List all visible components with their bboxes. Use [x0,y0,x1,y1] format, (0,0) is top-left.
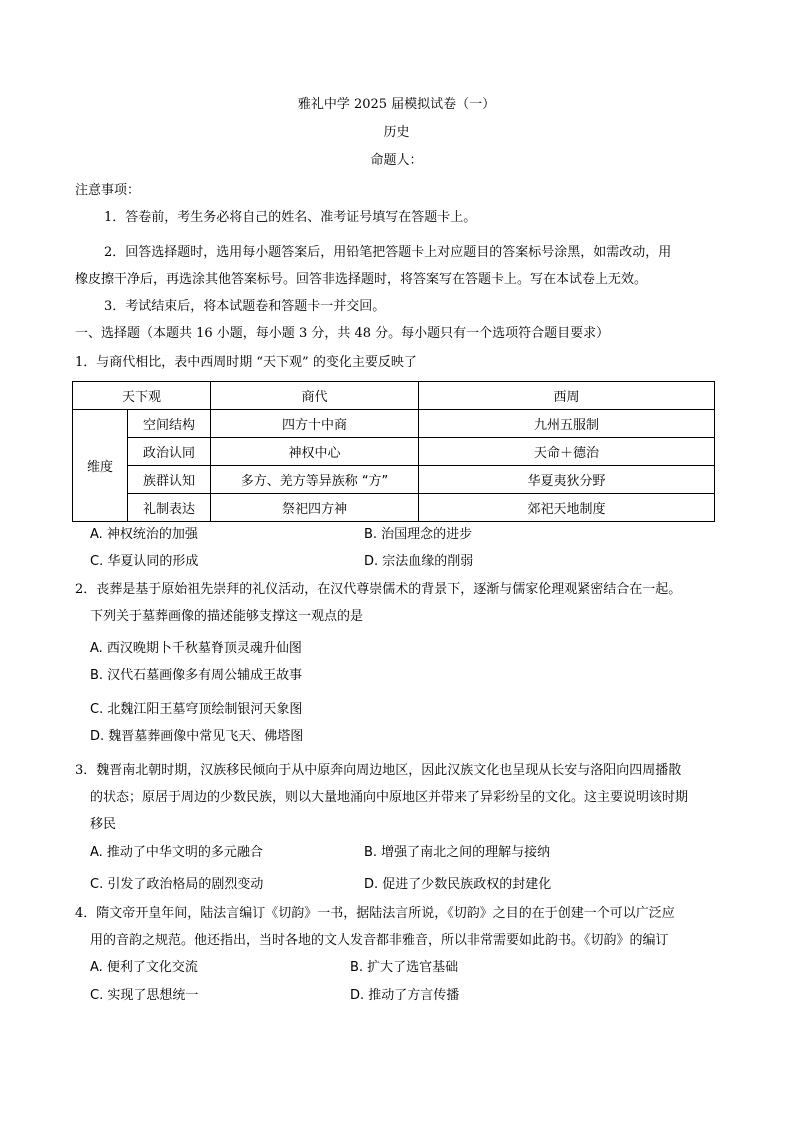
q2-option-b: B. 汉代石墓画像多有周公辅成王故事 [90,668,303,683]
section-heading: 一、选择题（本题共 16 小题，每小题 3 分，共 48 分。每小题只有一个选项符合题目要求） [75,326,610,341]
q4-option-a: A. 便利了文化交流 [90,960,198,975]
table-cell: 神权中心 [211,438,419,466]
table-cell: 祭祀四方神 [211,494,419,522]
note-item-3: 3．考试结束后，将本试题卷和答题卡一并交回。 [104,299,386,314]
table-header-cell: 西周 [419,382,715,410]
q2-option-a: A. 西汉晚期卜千秋墓脊顶灵魂升仙图 [90,641,302,656]
notes-heading: 注意事项： [75,183,141,198]
q3-option-d: D. 促进了少数民族政权的封建化 [364,877,552,892]
table-cell: 族群认知 [128,466,211,494]
q3-option-a: A. 推动了中华文明的多元融合 [90,845,263,860]
table-row [73,438,715,466]
table-row [73,466,715,494]
table-group-cell: 维度 [73,410,128,522]
q3-stem-line-1: 3．魏晋南北朝时期，汉族移民倾向于从中原奔向周边地区，因此汉族文化也呈现从长安与洛阳向四周播散 [75,763,682,778]
table-header-cell: 天下观 [73,382,211,410]
table-cell: 天命＋德治 [419,438,715,466]
q1-stem: 1．与商代相比，表中西周时期 “天下观” 的变化主要反映了 [75,355,417,370]
table-cell: 多方、羌方等异族称 “方” [211,466,419,494]
q1-option-c: C. 华夏认同的形成 [90,554,199,569]
q4-option-b: B. 扩大了选官基础 [350,960,459,975]
exam-title: 雅礼中学 2025 届模拟试卷（一） [297,97,496,112]
q1-table [72,381,715,522]
q1-option-d: D. 宗法血缘的削弱 [364,554,474,569]
q3-stem-line-3: 移民 [90,817,117,832]
q2-option-d: D. 魏晋墓葬画像中常见飞天、佛塔图 [90,729,304,744]
q4-stem-line-2: 用的音韵之规范。他还指出，当时各地的文人发音都非雅音，所以非常需要如此韵书。《切韵》的编订 [90,933,669,948]
note-item-2: 2．回答选择题时，选用每小题答案后，用铅笔把答题卡上对应题目的答案标号涂黑，如需改动，用 [104,245,672,260]
table-row [73,410,715,438]
author-label: 命题人： [370,153,423,168]
table-cell: 礼制表达 [128,494,211,522]
q4-option-c: C. 实现了思想统一 [90,988,199,1003]
q3-stem-line-2: 的状态；原居于周边的少数民族，则以大量地涌向中原地区并带来了异彩纷呈的文化。这主要说明该时期 [90,790,689,805]
table-cell: 四方十中商 [211,410,419,438]
note-item-1: 1．答卷前，考生务必将自己的姓名、准考证号填写在答题卡上。 [104,210,477,225]
q2-stem-line-2: 下列关于墓葬画像的描述能够支撑这一观点的是 [90,609,364,624]
q3-option-c: C. 引发了政治格局的剧烈变动 [90,877,264,892]
q3-option-b: B. 增强了南北之间的理解与接纳 [364,845,551,860]
subject-label: 历史 [383,125,410,140]
table-cell: 九州五服制 [419,410,715,438]
table-cell: 郊祀天地制度 [419,494,715,522]
note-item-2-cont: 橡皮擦干净后，再选涂其他答案标号。回答非选择题时，将答案写在答题卡上。写在本试卷上无效。 [75,272,648,287]
table-header-row [73,382,715,410]
q4-stem-line-1: 4．隋文帝开皇年间，陆法言编订《切韵》一书，据陆法言所说，《切韵》之目的在于创建一个可以广泛应 [75,906,675,921]
table-cell: 政治认同 [128,438,211,466]
table-row [73,494,715,522]
table-cell: 空间结构 [128,410,211,438]
table-header-cell: 商代 [211,382,419,410]
q1-option-a: A. 神权统治的加强 [90,527,198,542]
q2-stem-line-1: 2．丧葬是基于原始祖先崇拜的礼仪活动，在汉代尊崇儒术的背景下，逐渐与儒家伦理观紧密结合在一起。 [75,582,682,597]
q4-option-d: D. 推动了方言传播 [350,988,460,1003]
table-cell: 华夏夷狄分野 [419,466,715,494]
q2-option-c: C. 北魏江阳王墓穹顶绘制银河天象图 [90,702,303,717]
q1-option-b: B. 治国理念的进步 [364,527,473,542]
